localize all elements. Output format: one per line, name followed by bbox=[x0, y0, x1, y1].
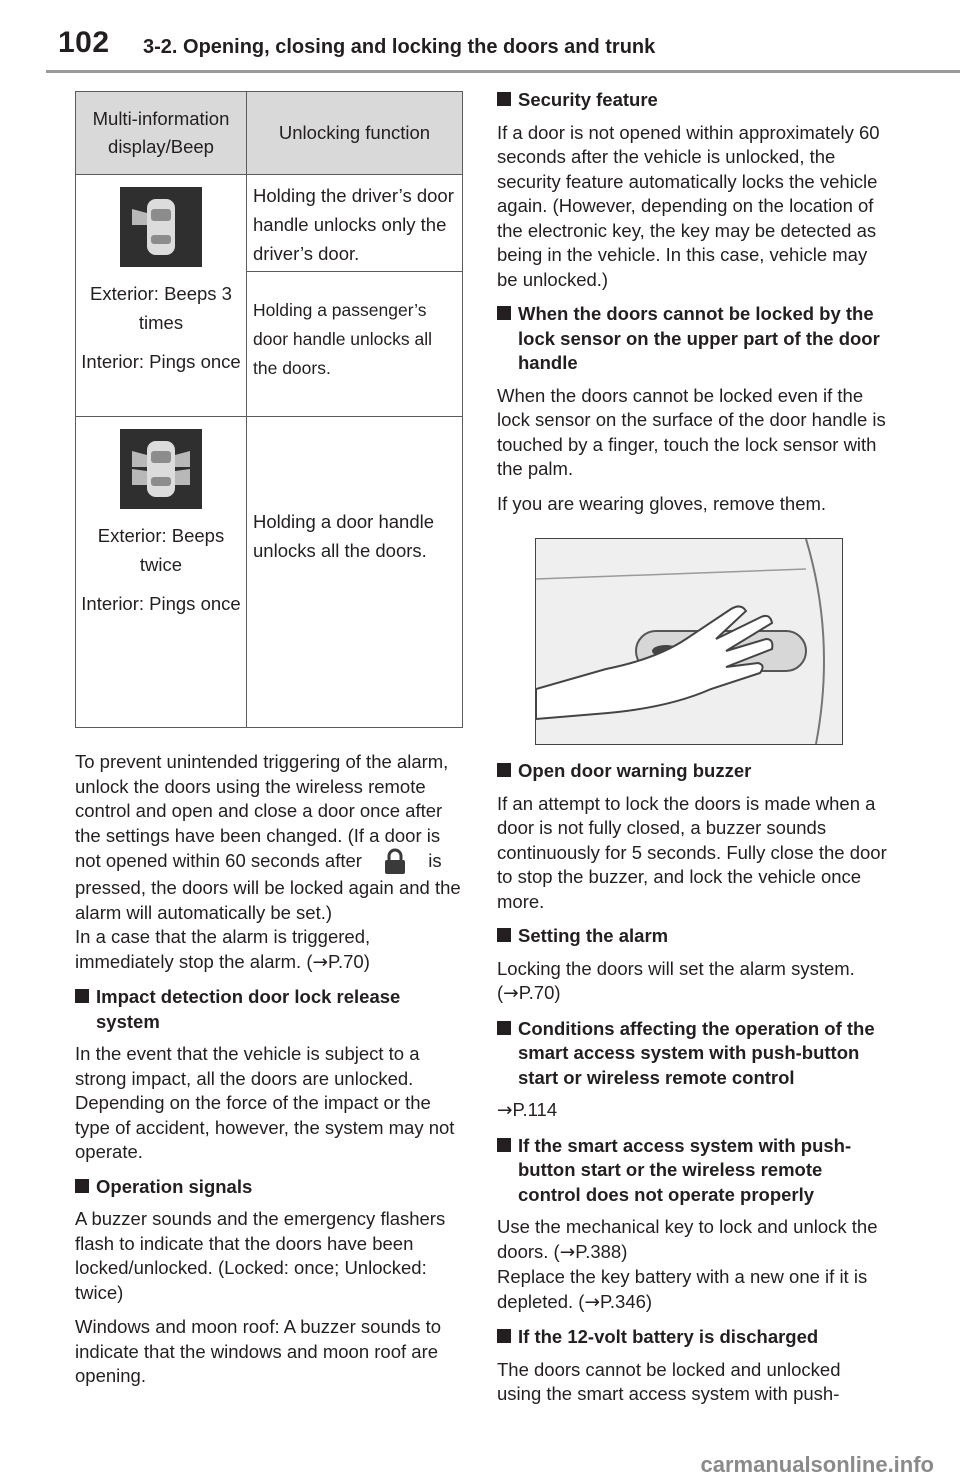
heading-setting-alarm bbox=[497, 924, 889, 949]
setting-alarm-paragraph bbox=[497, 957, 889, 1007]
table-header-unlocking-function: Unlocking function bbox=[247, 92, 463, 175]
page-number: 102 bbox=[58, 26, 110, 59]
heading-conditions bbox=[497, 1017, 889, 1091]
palm-on-door-handle-illustration bbox=[535, 538, 843, 745]
signals-paragraph-2: Windows and moon roof: A buzzer sounds to indicate that the windows and moon roof are opening. bbox=[75, 1316, 442, 1386]
alarm-text-a: To prevent unintended triggering of the alarm, unlock the doors using the wireless remote control and open and close a door once after the settings have been changed. (If a door is not opened within 60 seconds after bbox=[75, 751, 449, 871]
signals-table bbox=[75, 91, 463, 728]
all-doors-open-icon bbox=[120, 429, 202, 509]
page-header bbox=[0, 0, 960, 80]
not-operate-text-2: Replace the key battery with a new one if it is depleted. ( bbox=[497, 1266, 868, 1312]
section-title: 3-2. Opening, closing and locking the doors and trunk bbox=[143, 36, 656, 58]
not-operate-page-ref-2: P.346) bbox=[599, 1290, 653, 1312]
heading-text: Open door warning buzzer bbox=[518, 760, 752, 781]
exterior-beeps-3: Exterior: Beeps 3 times bbox=[90, 283, 232, 333]
heading-impact-detection bbox=[75, 985, 465, 1034]
table-row bbox=[76, 417, 463, 728]
heading-text: Security feature bbox=[518, 89, 658, 110]
security-paragraph: If a door is not opened within approximately 60 seconds after the vehicle is unlocked, the security feature automatically locks the vehicle again. (However, depending on the location of the electronic key, the key may be detected as being in the vehicle. In this case, vehicle may be unlocked.) bbox=[497, 121, 880, 290]
ref-arrow-icon: → bbox=[497, 1100, 513, 1121]
table-cell-function-passenger: Holding a passenger’s door handle unlocks all the doors. bbox=[247, 272, 463, 417]
alarm-page-ref: P.70) bbox=[328, 950, 370, 972]
heading-security-feature bbox=[497, 88, 889, 113]
heading-text: If the smart access system with push-button start or the wireless remote control does not operate properly bbox=[518, 1134, 852, 1205]
open-door-paragraph: If an attempt to lock the doors is made when a door is not fully closed, a buzzer sounds continuously for 5 seconds. Fully close the door to stop the buzzer, and lock the vehicle once more. bbox=[497, 792, 887, 912]
square-bullet-icon bbox=[497, 928, 511, 942]
interior-pings-once-1: Interior: Pings once bbox=[81, 351, 241, 372]
cannot-lock-paragraph-2: If you are wearing gloves, remove them. bbox=[497, 492, 827, 514]
left-column bbox=[75, 91, 465, 1399]
impact-paragraph: In the event that the vehicle is subject to a strong impact, all the doors are unlocked. Depending on the force of the impact or the type of accident, however, the system may not operate. bbox=[75, 1043, 455, 1162]
interior-pings-once-2: Interior: Pings once bbox=[81, 593, 241, 614]
conditions-paragraph bbox=[497, 1098, 889, 1124]
table-cell-display-2 bbox=[76, 417, 247, 728]
ref-arrow-icon: → bbox=[584, 1291, 600, 1313]
heading-text: If the 12-volt battery is discharged bbox=[518, 1326, 819, 1347]
heading-open-door-warning bbox=[497, 759, 889, 784]
ref-arrow-icon: → bbox=[559, 1241, 576, 1263]
square-bullet-icon bbox=[497, 1138, 511, 1152]
square-bullet-icon bbox=[497, 763, 511, 777]
alarm-text-c: In a case that the alarm is triggered, immediately stop the alarm. ( bbox=[75, 926, 371, 972]
heading-text: When the doors cannot be locked by the lock sensor on the upper part of the door handle bbox=[518, 303, 880, 373]
heading-cannot-lock bbox=[497, 302, 889, 376]
conditions-page-ref: P.114 bbox=[512, 1099, 558, 1120]
square-bullet-icon bbox=[497, 92, 511, 106]
not-operate-page-ref-1: P.388) bbox=[575, 1240, 628, 1262]
header-rule bbox=[46, 70, 960, 73]
heading-text: Conditions affecting the operation of the smart access system with push-button start or wireless remote control bbox=[518, 1017, 875, 1088]
heading-not-operate bbox=[497, 1134, 889, 1208]
battery-paragraph: The doors cannot be locked and unlocked using the smart access system with push- bbox=[497, 1358, 841, 1404]
ref-arrow-icon: → bbox=[312, 951, 329, 973]
heading-text: Operation signals bbox=[96, 1175, 253, 1197]
heading-battery-discharged bbox=[497, 1325, 889, 1350]
setting-alarm-text: Locking the doors will set the alarm system. ( bbox=[497, 957, 855, 1003]
alarm-paragraph bbox=[75, 750, 465, 975]
ref-arrow-icon: → bbox=[503, 983, 519, 1004]
right-column bbox=[497, 88, 889, 1417]
table-cell-display-1 bbox=[76, 175, 247, 417]
heading-operation-signals bbox=[75, 1175, 465, 1200]
square-bullet-icon bbox=[497, 1021, 511, 1035]
lock-switch-icon bbox=[367, 848, 423, 876]
table-row bbox=[76, 175, 463, 272]
table-header-display-beep: Multi-information display/Beep bbox=[76, 92, 247, 175]
signals-paragraph-1: A buzzer sounds and the emergency flashers flash to indicate that the doors have been locked/unlocked. (Locked: once; Unlocked: twice) bbox=[75, 1208, 446, 1303]
square-bullet-icon bbox=[75, 989, 89, 1003]
table-cell-function-all: Holding a door handle unlocks all the doors. bbox=[247, 417, 463, 728]
cannot-lock-paragraph-1: When the doors cannot be locked even if the lock sensor on the surface of the door handle is touched by a finger, touch the lock sensor with the palm. bbox=[497, 384, 886, 479]
table-cell-function-driver: Holding the driver’s door handle unlocks only the driver’s door. bbox=[247, 175, 463, 272]
exterior-beeps-twice: Exterior: Beeps twice bbox=[97, 525, 225, 575]
heading-text: Impact detection door lock release system bbox=[96, 986, 401, 1032]
setting-alarm-page-ref: P.70) bbox=[518, 982, 561, 1003]
heading-text: Setting the alarm bbox=[518, 925, 669, 946]
table-header-row bbox=[76, 92, 463, 175]
driver-door-open-icon bbox=[120, 187, 202, 267]
not-operate-text-1: Use the mechanical key to lock and unlock the doors. ( bbox=[497, 1216, 878, 1262]
alarm-text-b: is pressed, the doors will be locked again and the alarm will automatically be set.) bbox=[75, 849, 461, 923]
square-bullet-icon bbox=[75, 1179, 89, 1193]
not-operate-paragraph bbox=[497, 1215, 889, 1315]
square-bullet-icon bbox=[497, 306, 511, 320]
watermark: carmanualsonline.info bbox=[700, 1452, 934, 1477]
square-bullet-icon bbox=[497, 1329, 511, 1343]
